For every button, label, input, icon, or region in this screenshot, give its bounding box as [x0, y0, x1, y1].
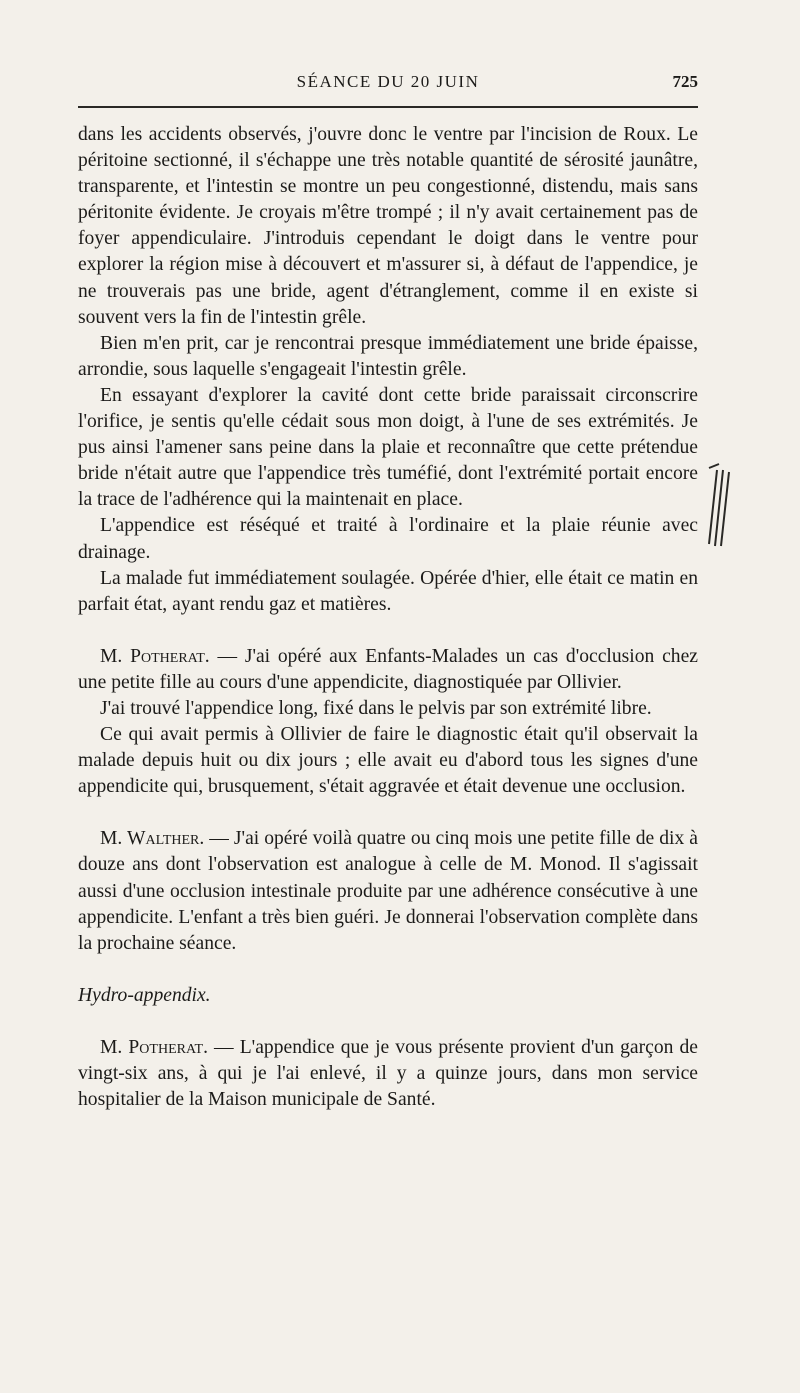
speaker-paragraph [78, 1035, 698, 1113]
paragraph: dans les accidents observés, j'ouvre donc le ventre par l'incision de Roux. Le péritoine sectionné, il s'échappe une très notable quantité de sérosité jaunâtre, transparente, et l'intestin se montre un peu congestionné, distendu, mais sans péritonite évidente. Je croyais m'être trompé ; il n'y avait certainement pas de foyer appendiculaire. J'introduis cependant le doigt dans le ventre pour explorer la région mise à découvert et m'assurer si, à défaut de l'appendice, je ne trouverais pas une bride, agent d'étranglement, comme il en existe si souvent vers la fin de l'intestin grêle. [78, 124, 698, 328]
paragraph: J'ai trouvé l'appendice long, fixé dans le pelvis par son extrémité libre. [100, 697, 652, 719]
section-heading: Hydro-appendix. [78, 984, 211, 1006]
paragraph: La malade fut immédiatement soulagée. Opérée d'hier, elle était ce matin en parfait état, ayant rendu gaz et matières. [78, 567, 698, 615]
speaker-paragraph [78, 644, 698, 696]
speaker-text: — J'ai opéré aux Enfants-Malades un cas d'occlusion chez une petite fille au cours d'une appendicite, diagnostiquée par Ollivier. [78, 645, 698, 693]
page-number: 725 [672, 72, 698, 91]
paragraph: Ce qui avait permis à Ollivier de faire le diagnostic était qu'il observait la malade depuis huit ou dix jours ; elle avait eu d'abord tous les signes d'une appendicite qui, brusquement, s'était aggravée et était devenue une occlusion. [78, 724, 698, 798]
body-text [78, 122, 698, 1113]
header-rule [78, 106, 698, 108]
margin-bracket-mark [703, 460, 737, 550]
speaker-text: — L'appendice que je vous présente provient d'un garçon de vingt-six ans, à qui je l'ai enlevé, il y a quinze jours, dans mon service hospitalier de la Maison municipale de Santé. [78, 1036, 698, 1111]
paragraph: Bien m'en prit, car je rencontrai presque immédiatement une bride épaisse, arrondie, sous laquelle s'engageait l'intestin grêle. [78, 332, 698, 380]
spacer [78, 957, 698, 983]
spacer [78, 800, 698, 826]
speaker-text: — J'ai opéré voilà quatre ou cinq mois une petite fille de dix à douze ans dont l'observation est analogue à celle de M. Monod. Il s'agissait aussi d'une occlusion intestinale produite par une adhérence consécutive à une appendicite. L'enfant a très bien guéri. Je donnerai l'observation complète dans la prochaine séance. [78, 828, 698, 954]
speaker-paragraph [78, 826, 698, 956]
running-title: SÉANCE DU 20 JUIN [296, 72, 480, 91]
speaker-name: M. Potherat. [100, 645, 210, 667]
spacer [78, 618, 698, 644]
speaker-name: M. Potherat. [100, 1036, 208, 1058]
running-header [78, 66, 698, 100]
speaker-name: M. Walther. [100, 828, 205, 850]
paragraph: L'appendice est réséqué et traité à l'ordinaire et la plaie réunie avec drainage. [78, 515, 698, 563]
spacer [78, 1009, 698, 1035]
paragraph: En essayant d'explorer la cavité dont cette bride paraissait circonscrire l'orifice, je sentis qu'elle cédait sous mon doigt, à l'une de ses extrémités. Je pus ainsi l'amener sans peine dans la plaie et reconnaître que cette prétendue bride n'était autre que l'appendice très tuméfié, dont l'extrémité portait encore la trace de l'adhérence qui la maintenait en place. [78, 384, 698, 511]
